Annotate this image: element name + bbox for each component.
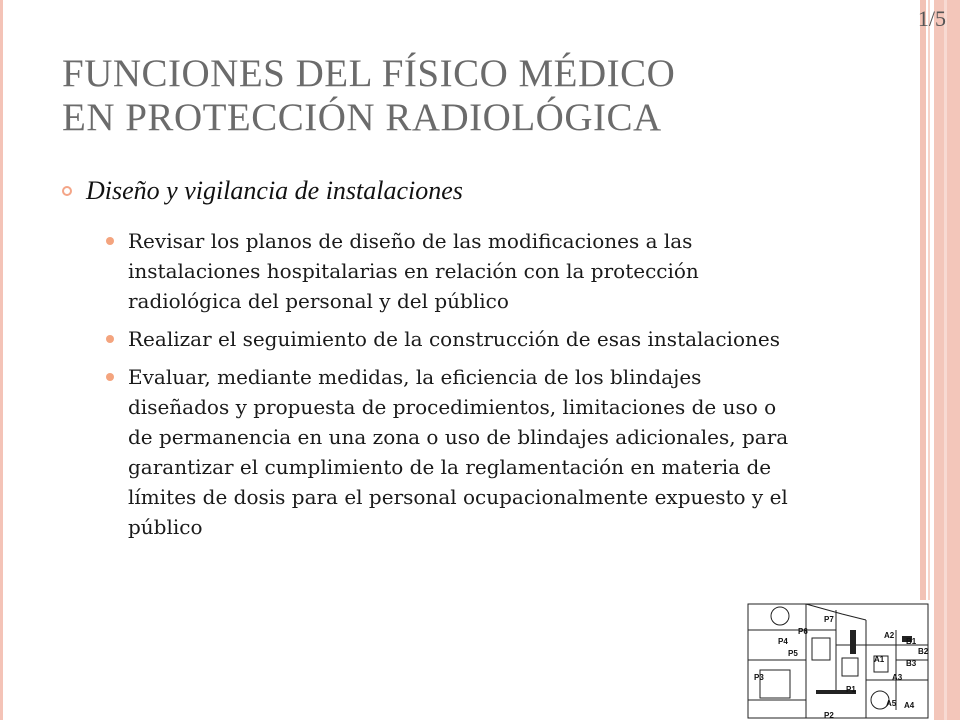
slide-title-line-2: EN PROTECCIÓN RADIOLÓGICA xyxy=(62,96,662,139)
floorplan-drawing xyxy=(746,600,932,720)
dot-bullet-icon xyxy=(106,335,114,343)
floorplan-label: B2 xyxy=(918,647,929,656)
floorplan-label: P5 xyxy=(788,649,798,658)
dot-bullet-icon xyxy=(106,373,114,381)
slide-title-line-1: FUNCIONES DEL FÍSICO MÉDICO xyxy=(62,52,676,95)
section-heading-row xyxy=(62,176,463,206)
bullet-list xyxy=(106,226,806,550)
ring-bullet-icon xyxy=(62,186,72,196)
list-item-text: Revisar los planos de diseño de las modificaciones a las instalaciones hospitalarias en relación con la protección radiológica del personal y del público xyxy=(128,229,699,313)
floorplan-label: A5 xyxy=(886,699,897,708)
floorplan-label: P3 xyxy=(754,673,764,682)
floorplan-label: B1 xyxy=(906,637,917,646)
slide-title xyxy=(62,52,902,140)
floorplan-image xyxy=(746,600,932,720)
floorplan-label: A1 xyxy=(874,655,885,664)
floorplan-label: B3 xyxy=(906,659,917,668)
floorplan-label: A2 xyxy=(884,631,895,640)
floorplan-label: P2 xyxy=(824,711,834,720)
floorplan-label: P4 xyxy=(778,637,788,646)
section-heading: Diseño y vigilancia de instalaciones xyxy=(86,176,463,205)
left-border-stripe xyxy=(0,0,3,720)
dot-bullet-icon xyxy=(106,237,114,245)
list-item xyxy=(106,226,806,316)
floorplan-label: P1 xyxy=(846,685,856,694)
slide-number: 1/5 xyxy=(917,6,946,31)
floorplan-label: A4 xyxy=(904,701,915,710)
floorplan-label: A3 xyxy=(892,673,903,682)
right-decor-stripe xyxy=(934,0,960,720)
list-item xyxy=(106,324,806,354)
right-decor-stripe xyxy=(944,0,947,720)
list-item-text: Realizar el seguimiento de la construcción de esas instalaciones xyxy=(128,327,780,351)
list-item-text: Evaluar, mediante medidas, la eficiencia de los blindajes diseñados y propuesta de procedimientos, limitaciones de uso o de permanencia en una zona o uso de blindajes adicionales, para garantizar el cumplimiento de la reglamentación en materia de límites de dosis para el personal ocupacionalmente expuesto y el público xyxy=(128,365,789,539)
list-item xyxy=(106,362,806,542)
floorplan-label: P7 xyxy=(824,615,834,624)
floorplan-label: P6 xyxy=(798,627,808,636)
